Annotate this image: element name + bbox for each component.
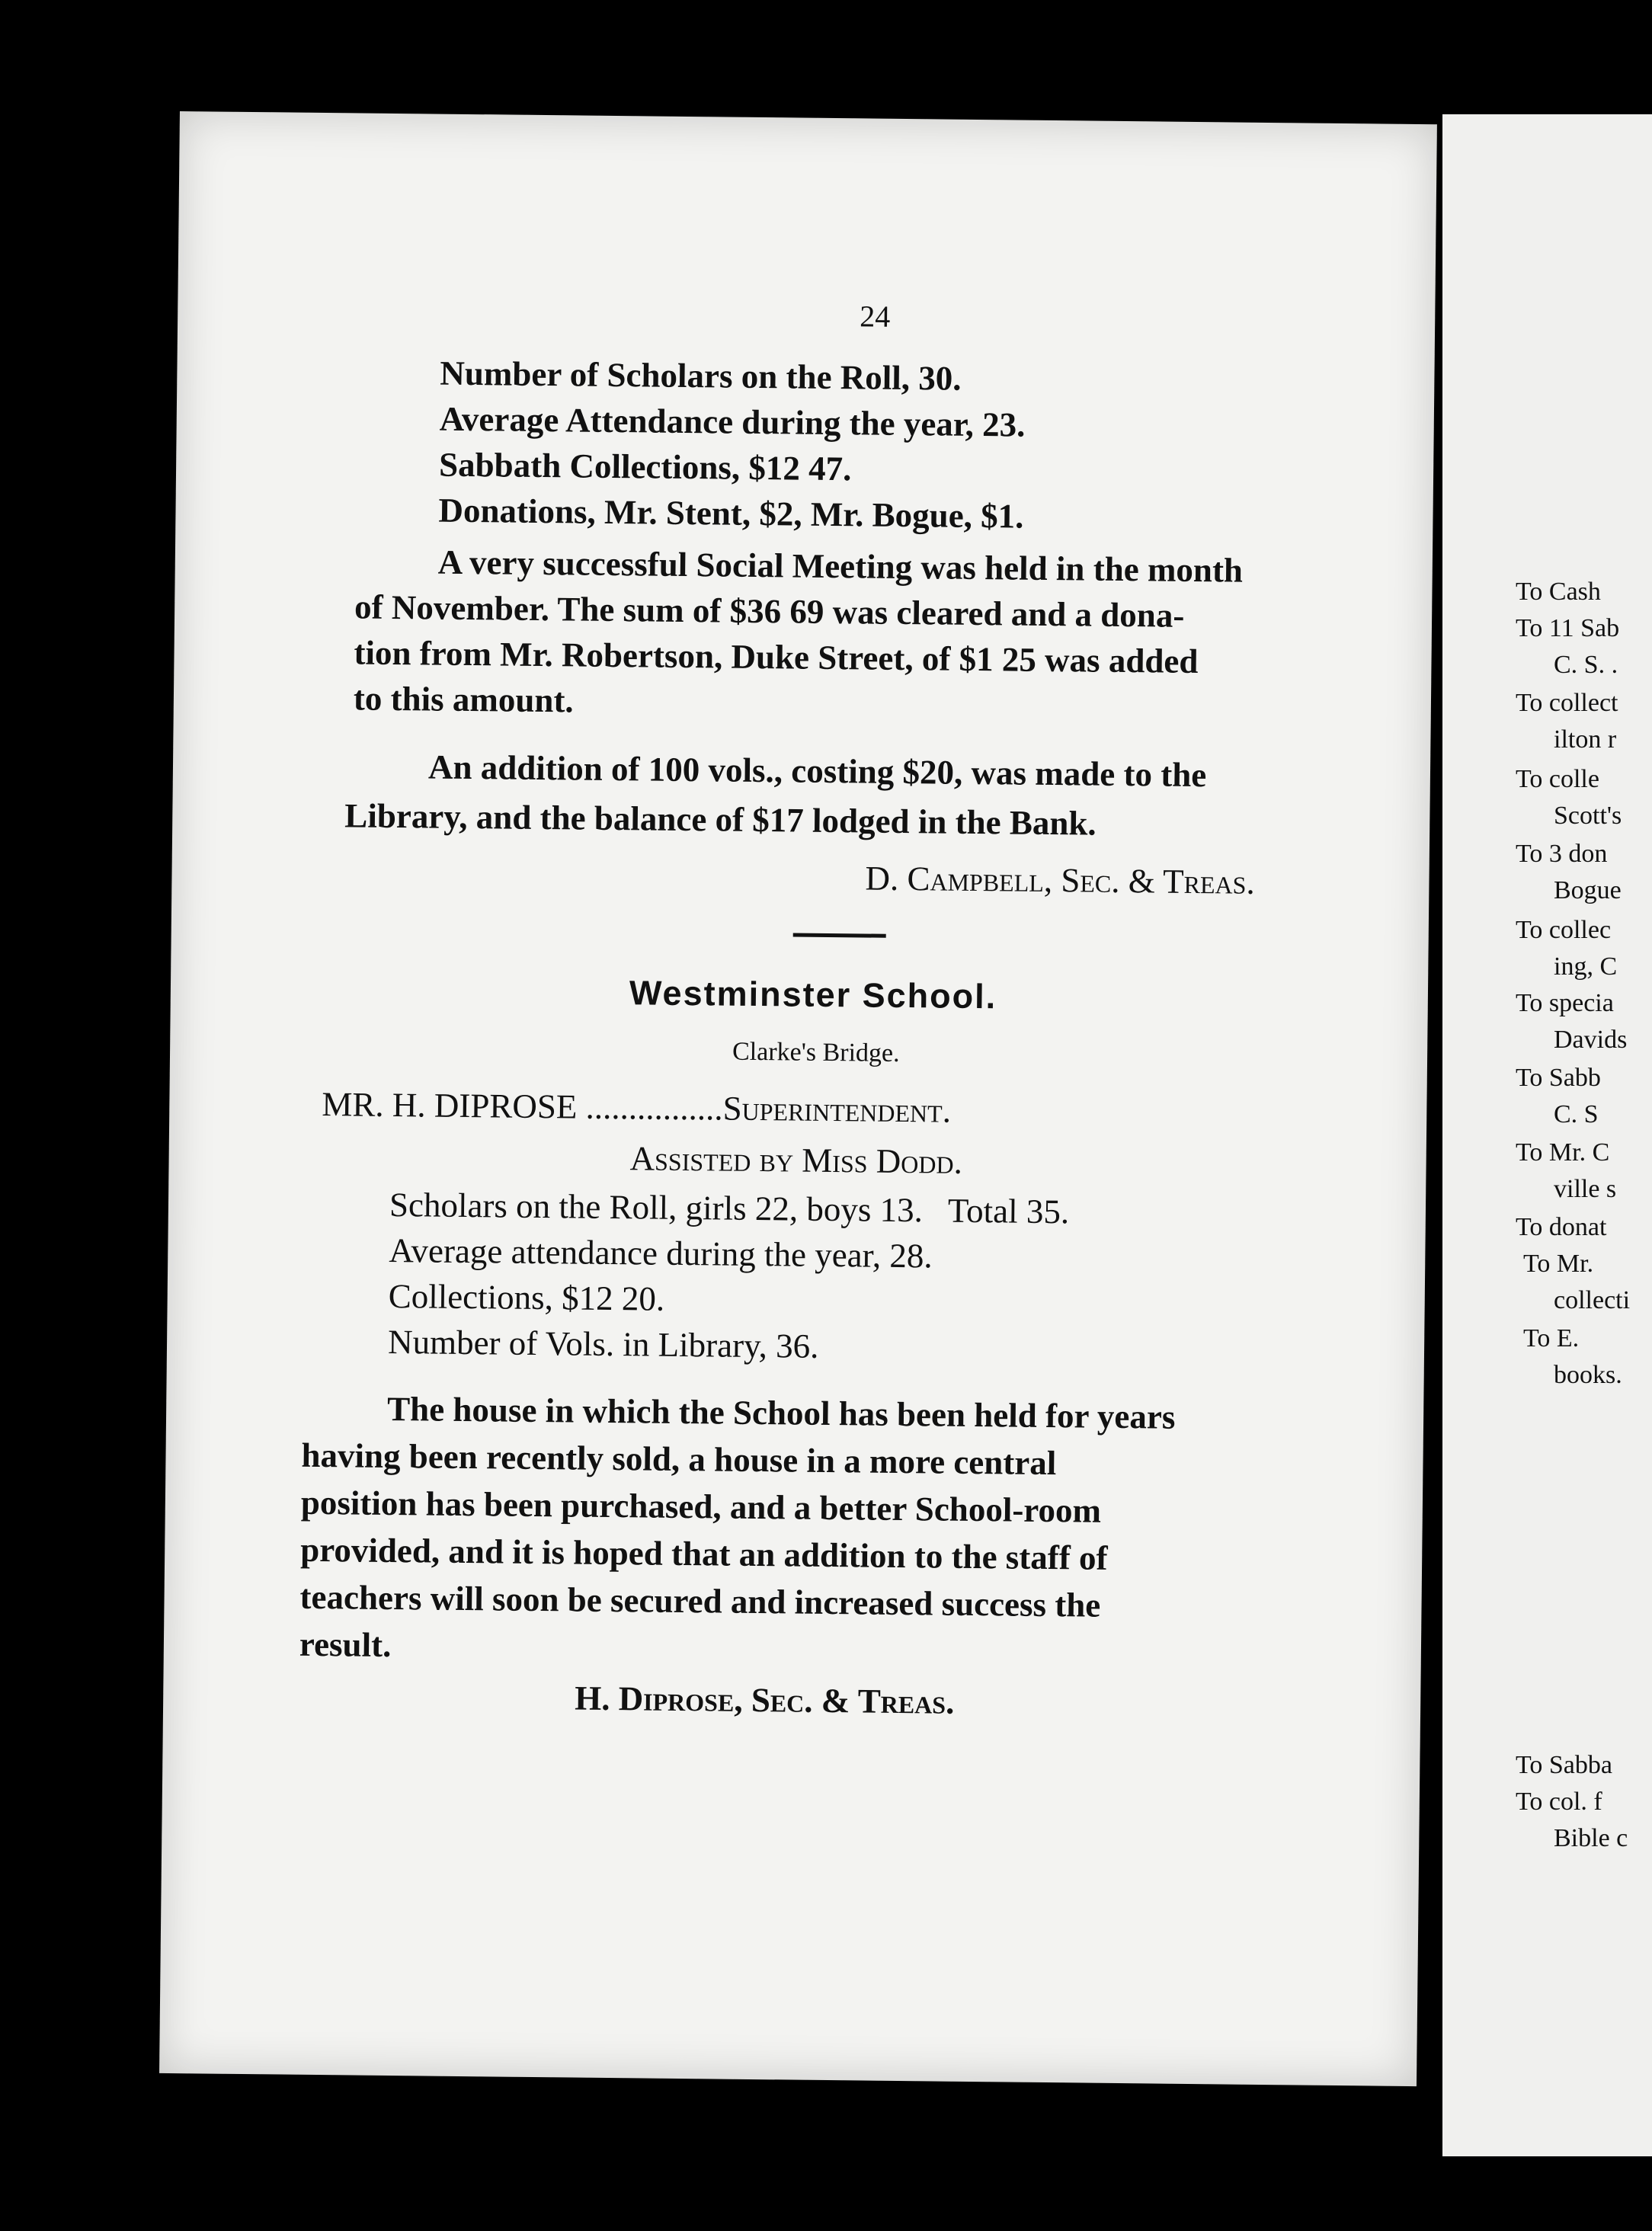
signature: H. Diprose, Sec. & Treas. <box>574 1679 955 1721</box>
section-divider <box>793 933 886 937</box>
ledger-line: To collec <box>1516 916 1612 944</box>
social-paragraph-line: A very successful Social Meeting was held in the month <box>437 543 1244 590</box>
stat-line: Number of Vols. in Library, 36. <box>387 1322 819 1365</box>
ledger-line: To Sabba <box>1516 1751 1612 1779</box>
ledger-line: To E. <box>1523 1324 1580 1352</box>
ledger-line: ville s <box>1554 1175 1617 1203</box>
social-paragraph-line: to this amount. <box>353 679 574 720</box>
scholars-line: Number of Scholars on the Roll, 30. <box>440 354 962 398</box>
ledger-line: To colle <box>1516 765 1599 793</box>
stat-line: Scholars on the Roll, girls 22, boys 13. Total 35. <box>389 1185 1070 1231</box>
collections-line: Sabbath Collections, $12 47. <box>438 445 852 488</box>
school-paragraph-line: The house in which the School has been held for years <box>386 1389 1176 1436</box>
ledger-line: To specia <box>1516 989 1614 1017</box>
ledger-line: Davids <box>1554 1026 1628 1054</box>
superintendent-line: MR. H. DIPROSE ................Superintendent. <box>322 1085 952 1130</box>
school-paragraph-line: position has been purchased, and a better School-room <box>300 1483 1102 1530</box>
ledger-line: To Sabb <box>1516 1064 1601 1092</box>
ledger-line: Bogue <box>1554 876 1622 904</box>
attendance-line: Average Attendance during the year, 23. <box>439 399 1026 444</box>
social-paragraph-line: tion from Mr. Robertson, Duke Street, of $1 25 was added <box>354 633 1199 681</box>
book-page <box>159 111 1437 2086</box>
page-number: 24 <box>859 299 891 334</box>
ledger-line: To Cash <box>1516 578 1601 606</box>
ledger-line: C. S <box>1554 1100 1599 1128</box>
ledger-line: Bible c <box>1554 1824 1628 1852</box>
ledger-line: To collect <box>1516 689 1618 717</box>
donations-line: Donations, Mr. Stent, $2, Mr. Bogue, $1. <box>438 491 1024 536</box>
stat-line: Collections, $12 20. <box>388 1276 665 1318</box>
library-paragraph-line: An addition of 100 vols., costing $20, was made to the <box>427 747 1207 795</box>
stat-line: Average attendance during the year, 28. <box>389 1231 933 1276</box>
ledger-line: To Mr. C <box>1516 1138 1610 1167</box>
school-title: Westminster School. <box>629 973 997 1016</box>
ledger-line: Scott's <box>1554 802 1622 830</box>
school-paragraph-line: having been recently sold, a house in a more central <box>301 1436 1057 1483</box>
facing-page-fragment <box>1442 114 1652 2156</box>
assisted-line: Assisted by Miss Dodd. <box>629 1139 963 1181</box>
signature: D. Campbell, Sec. & Treas. <box>865 859 1255 901</box>
ledger-line: collecti <box>1554 1286 1631 1314</box>
ledger-line: books. <box>1554 1361 1622 1389</box>
ledger-line: To col. f <box>1516 1788 1602 1816</box>
ledger-line: To 11 Sab <box>1516 614 1620 642</box>
school-paragraph-line: provided, and it is hoped that an addition to the staff of <box>299 1530 1108 1577</box>
school-location: Clarke's Bridge. <box>732 1037 900 1067</box>
ledger-line: ilton r <box>1554 725 1617 754</box>
social-paragraph-line: of November. The sum of $36 69 was cleared and a dona- <box>354 587 1185 635</box>
ledger-line: To donat <box>1516 1213 1607 1241</box>
ledger-line: To Mr. <box>1523 1250 1594 1278</box>
ledger-line: To 3 don <box>1516 840 1608 868</box>
ledger-line: C. S. . <box>1554 651 1618 679</box>
library-paragraph-line: Library, and the balance of $17 lodged in the Bank. <box>344 796 1097 843</box>
ledger-line: ing, C <box>1554 952 1618 981</box>
school-paragraph-line: teachers will soon be secured and increased success the <box>299 1577 1101 1624</box>
school-paragraph-line: result. <box>299 1624 392 1665</box>
